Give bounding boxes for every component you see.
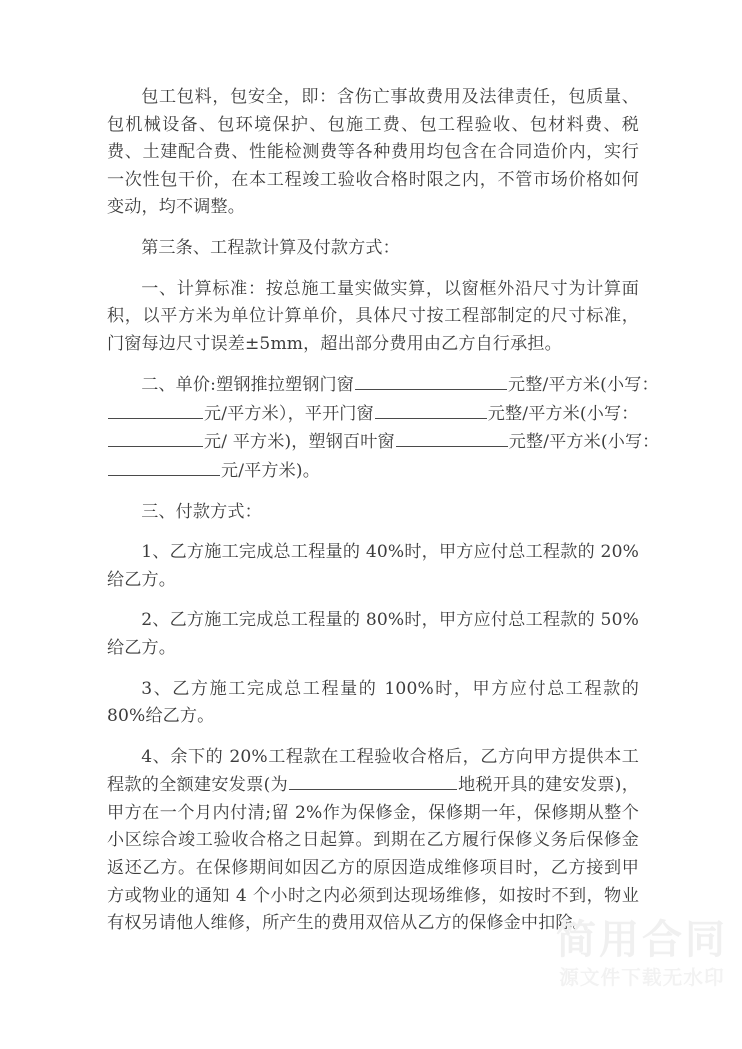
price-unit-sliding: 元整/平方米(小写： — [508, 375, 659, 396]
price-unit-final: 元/平方米)。 — [221, 460, 320, 481]
paragraph-payment-stage-3: 3、乙方施工完成总工程量的 100%时，甲方应付总工程款的 80%给乙方。 — [107, 678, 639, 727]
watermark-brand: 简用合同 — [556, 916, 728, 963]
document-body — [107, 84, 660, 951]
watermark-tagline: 源文件下载无水印 — [559, 965, 725, 989]
invoice-issuer-blank[interactable] — [289, 771, 457, 790]
price-line-1 — [107, 371, 659, 400]
paragraph-payment-stage-4 — [107, 744, 639, 938]
price-unit-casement: 元整/平方米(小写： — [487, 403, 639, 424]
price-text-casement-label: 元/平方米），平开门窗 — [204, 403, 374, 424]
payment4-text-after-blank: 地税开具的建安发票)，甲方在一个月内付清;留 2%作为保修金，保修期一年，保修期从整个小区综合竣工验收合格之日起算。到期在乙方履行保修义务后保修金返还乙方。在保修期间如因乙方的原因造成维修项目时，乙方接到甲方或物业的通知 4 个小时之内必须到达现场维修，如按时不到，物业有权另请他人维修，所产生的费用双倍从乙方的保修金中扣除。 — [107, 775, 639, 934]
price-blank-casement-amount[interactable] — [375, 400, 487, 419]
price-blank-louver-numeric[interactable] — [108, 457, 220, 476]
paragraph-calculation-standard: 一、计算标准：按总施工量实做实算，以窗框外沿尺寸为计算面积，以平方米为单位计算单价，具体尺寸按工程部制定的尺寸标准，门窗每边尺寸误差±5mm，超出部分费用由乙方自行承担。 — [107, 278, 639, 354]
price-line-2 — [107, 400, 639, 429]
price-line-3 — [107, 428, 660, 457]
price-text-louver-label: 元/ 平方米)，塑钢百叶窗 — [204, 432, 395, 453]
price-blank-casement-numeric[interactable] — [108, 428, 203, 447]
price-blank-sliding-amount[interactable] — [355, 371, 507, 390]
price-blank-sliding-numeric[interactable] — [108, 400, 203, 419]
payment4-text-before-blank: 4、余下的 20%工程款在工程验收合格后，乙方向甲方提供本工程款的全额建安发票(为 — [107, 746, 639, 796]
price-label-sliding-window: 二、单价:塑钢推拉塑钢门窗 — [141, 375, 355, 396]
price-line-4 — [107, 457, 639, 486]
paragraph-payment-stage-2: 2、乙方施工完成总工程量的 80%时，甲方应付总工程款的 50%给乙方。 — [107, 610, 639, 658]
price-section — [107, 371, 660, 485]
price-unit-louver: 元整/平方米(小写： — [508, 432, 660, 453]
heading-payment-method: 三、付款方式： — [141, 501, 262, 522]
paragraph-payment-stage-1: 1、乙方施工完成总工程量的 40%时，甲方应付总工程款的 20%给乙方。 — [107, 542, 639, 590]
price-blank-louver-amount[interactable] — [396, 428, 508, 447]
heading-article-three: 第三条、工程款计算及付款方式： — [141, 237, 400, 258]
paragraph-contract-scope: 包工包料，包安全，即：含伤亡事故费用及法律责任，包质量、包机械设备、包环境保护、包施工费、包工程验收、包材料费、税费、土建配合费、性能检测费等各种费用均包含在合同造价内，实行一次性包干价，在本工程竣工验收合格时限之内，不管市场价格如何变动，均不调整。 — [107, 87, 639, 218]
